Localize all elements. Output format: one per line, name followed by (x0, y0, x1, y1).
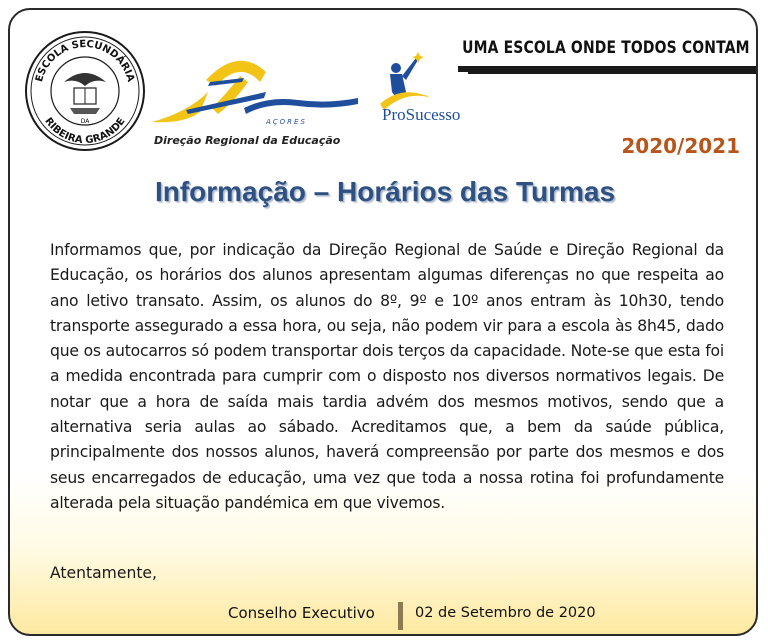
regional-caption: Direção Regional da Educação (154, 134, 341, 147)
body-paragraph: Informamos que, por indicação da Direção Regional de Saúde e Direção Regional da Educação, os horários dos alunos apresentam algumas diferenças no que respeita ao ano letivo transato. Assim, os alunos do 8º, 9º e 10º anos entram às 10h30, tendo transporte assegurado a essa hora, ou seja, não podem vir para a escola às 8h45, dado que os autocarros só podem transportar dois terços da capacidade. Note-se que esta foi a medida encontrada para cumprir com o disposto nos diversos normativos legais. De notar que a hora de saída mais tardia advém dos mesmos motivos, sendo que a alternativa seria aulas ao sábado. Acreditamos que, a bem da saúde pública, principalmente dos nossos alunos, haverá compreensão por parte dos mesmos e dos seus encarregados de educação, uma vez que toda a nossa rotina foi profundamente alterada pela situação pandémica em que vivemos. (50, 241, 724, 512)
school-motto: UMA ESCOLA ONDE TODOS CONTAM (462, 38, 750, 58)
region-word: AÇORES (266, 118, 307, 126)
seal-top-text: ESCOLA SECUNDÁRIA (34, 38, 136, 84)
school-seal-logo (24, 30, 146, 152)
seal-bottom-text: RIBEIRA GRANDE (42, 115, 128, 147)
program-name: ProSucesso (382, 105, 461, 124)
school-year: 2020/2021 (621, 134, 740, 158)
regional-education-logo (148, 52, 360, 152)
signature-footer (10, 602, 758, 632)
notice-frame (8, 8, 758, 636)
document-date: 02 de Setembro de 2020 (415, 605, 596, 621)
document-title: Informação – Horários das Turmas (154, 176, 616, 207)
motto-banner (458, 38, 758, 72)
seal-middle-text: DA (80, 118, 90, 125)
signatory: Conselho Executivo (228, 604, 375, 622)
footer-divider (398, 602, 403, 630)
closing-salutation: Atentamente, (50, 564, 157, 582)
